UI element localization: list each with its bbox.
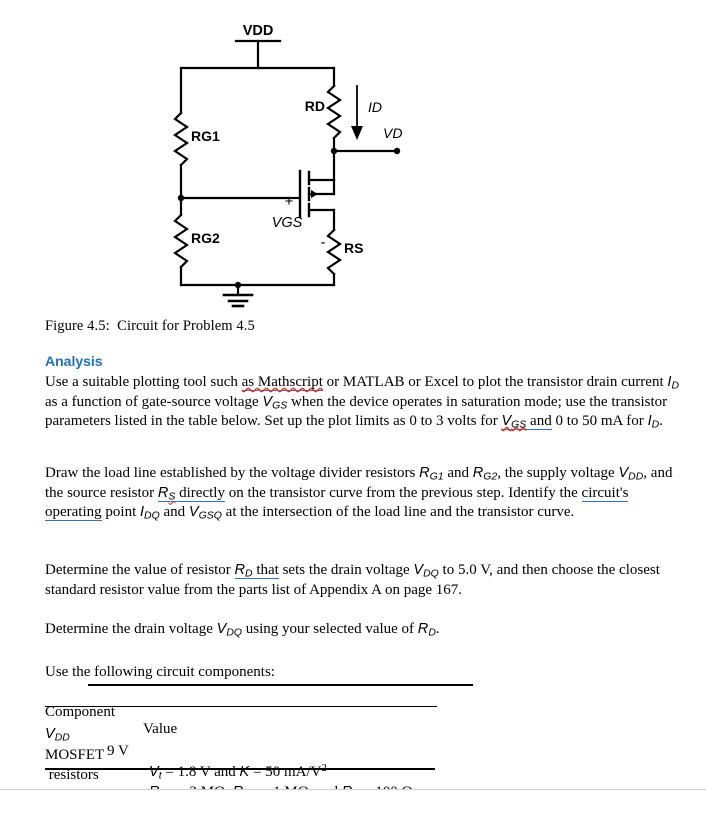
p4-text-2: using your selected value of xyxy=(242,621,418,637)
p2-var-vdd: $V_{DD}$ xyxy=(618,465,644,483)
p1-text-4: when the device operates in saturation mode; use the transistor parameters listed in the table below. Set up the plot limits as 0 to 3 volts for xyxy=(45,393,668,430)
label-vgs-plus: + xyxy=(284,193,294,210)
p2-text-3: , the supply voltage xyxy=(497,465,619,481)
p2-var-vgsq: $V_{GSQ}$ xyxy=(188,504,222,522)
circuit-figure xyxy=(0,8,706,308)
p2-var-rg1: $R_{G1}$ xyxy=(419,465,444,483)
label-rs: RS xyxy=(344,240,364,256)
p1-var-id: $I_D$ xyxy=(667,374,679,392)
label-vdd: VDD xyxy=(242,23,274,39)
p2-grammar-circuits-operating: circuit's operating xyxy=(45,484,629,521)
p3-grammar-rd-that: $R_D$ that xyxy=(234,562,279,580)
row-resistors-component: resistors xyxy=(45,767,99,783)
p2-text-8: at the intersection of the load line and the transistor curve. xyxy=(221,504,575,521)
table-header-value: Value xyxy=(143,721,178,737)
analysis-paragraph-1 xyxy=(45,373,683,432)
p2-text-5: on the transistor curve from the previous step. Identify the xyxy=(224,484,582,501)
rd-symbol xyxy=(328,86,340,138)
table-row xyxy=(45,750,485,818)
label-vd: VD xyxy=(383,125,403,141)
p2-text-7: and xyxy=(159,504,189,521)
p2-text-6: point xyxy=(101,504,140,521)
label-rg1: RG1 xyxy=(191,128,220,144)
p2-text-2: and xyxy=(443,465,473,481)
p1-grammar-mathscript: as Mathscript xyxy=(241,374,323,390)
row-mosfet-component: MOSFET xyxy=(45,747,105,763)
p1-grammar-and: and xyxy=(530,413,552,430)
p1-text-3: as a function of gate-source voltage xyxy=(45,393,263,410)
analysis-paragraph-3 xyxy=(45,561,683,600)
table-header-component: Component xyxy=(45,704,115,720)
label-rg2: RG2 xyxy=(191,230,220,246)
p3-text-2: sets the drain voltage xyxy=(278,562,414,578)
label-id: ID xyxy=(368,99,382,115)
p3-text-1: Determine the value of resistor xyxy=(45,562,235,578)
p1-var-id-2: $I_D$ xyxy=(647,413,660,431)
p1-text-2: or MATLAB or Excel to plot the transistor drain current xyxy=(322,374,668,390)
p1-grammar-vgs: $V_{GS}$ xyxy=(501,413,530,430)
rg1-symbol xyxy=(175,113,187,165)
analysis-paragraph-4 xyxy=(45,620,683,640)
label-vgs: VGS xyxy=(271,215,303,231)
row-mosfet-value: $V_t = 1.8$ V and K = 50 $mA/V^2$ xyxy=(149,762,327,782)
components-intro xyxy=(45,663,683,683)
p2-var-rg2: $R_{G2}$ xyxy=(472,465,498,483)
row-vdd-component: $V_{DD}$ xyxy=(45,726,70,744)
p2-grammar-rs-directly: $R_S$ directly xyxy=(157,484,225,503)
page-gutter xyxy=(0,790,706,803)
rg2-symbol xyxy=(175,215,187,267)
p3-var-vdq: $V_{DQ}$ xyxy=(413,562,439,580)
rs-symbol xyxy=(328,230,340,274)
label-rd: RD xyxy=(304,98,325,114)
mosfet-arrow xyxy=(311,190,318,198)
p1-text-6: 0 to 50 mA for xyxy=(551,413,648,430)
analysis-paragraph-2 xyxy=(45,464,683,523)
p4-text-1: Determine the drain voltage xyxy=(45,621,217,637)
figure-caption: Figure 4.5: Circuit for Problem 4.5 xyxy=(45,318,255,334)
p5-text-1: Use the following circuit components: xyxy=(45,664,275,680)
p1-text-7: . xyxy=(659,413,663,430)
p3-text-3: to 5.0 V, and then choose the closest standard resistor value from the parts list of Appendix A on page 167. xyxy=(45,562,660,598)
label-vgs-minus: - xyxy=(320,234,326,251)
p2-text-4: , and the source resistor xyxy=(45,465,673,501)
row-vdd-value: 9 V xyxy=(107,743,129,759)
p2-text-1: Draw the load line established by the voltage divider resistors xyxy=(45,465,420,481)
p1-text-1: Use a suitable plotting tool such xyxy=(45,374,242,390)
id-arrow-head xyxy=(351,126,363,140)
table-rule-top xyxy=(88,684,473,686)
circuit-schematic xyxy=(143,8,563,308)
p1-var-vgs: $V_{GS}$ xyxy=(262,393,288,412)
p4-text-3: . xyxy=(435,621,440,637)
p4-var-vdq: $V_{DQ}$ xyxy=(216,621,243,639)
p4-var-rd: $R_D$ xyxy=(417,621,436,639)
vd-terminal-dot xyxy=(394,148,400,154)
section-heading-analysis: Analysis xyxy=(45,353,103,369)
p2-var-idq: $I_{DQ}$ xyxy=(140,504,160,522)
